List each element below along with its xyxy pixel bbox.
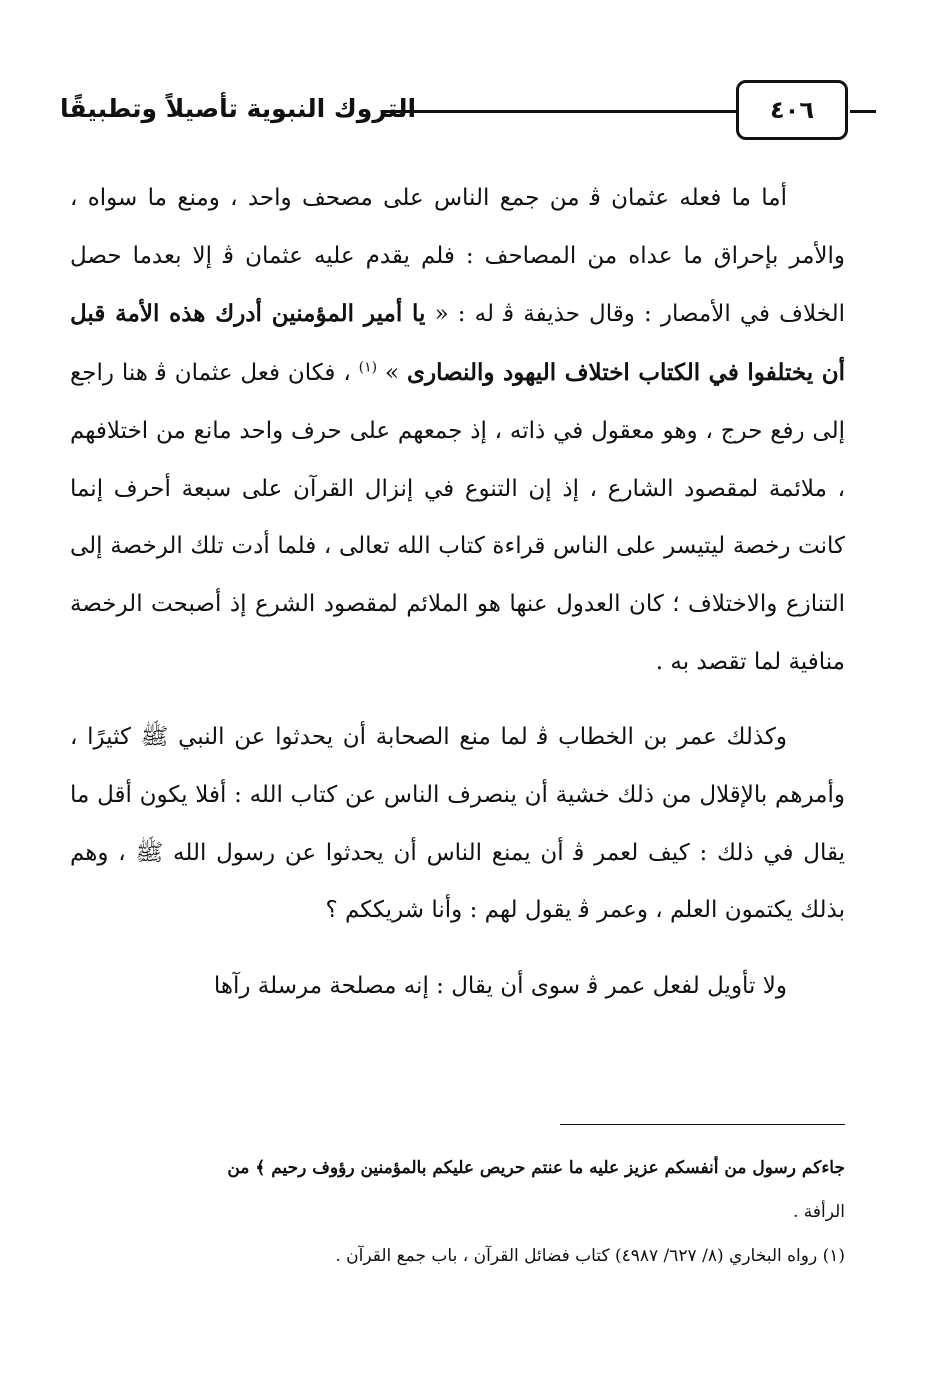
page-number: ٤٠٦ <box>770 96 814 124</box>
paragraph-3: ولا تأويل لفعل عمر ﭬ سوى أن يقال : إنه مصلحة مرسلة رآها <box>213 973 787 1000</box>
paragraph-1 <box>70 170 845 691</box>
running-title: التروك النبوية تأصيلاً وتطبيقًا <box>60 94 417 123</box>
footnote-carryover <box>70 1146 845 1234</box>
footnote-carryover-text: جاءكم رسول من أنفسكم عزيز عليه ما عنتم حريص عليكم بالمؤمنين رؤوف رحيم ﴾ من <box>227 1158 845 1178</box>
paragraph-1-text: أما ما فعله عثمان ﭬ من جمع الناس على مصحف واحد ، ومنع ما سواه ، والأمر بإحراق ما عداه من المصاحف : فلم يقدم عليه عثمان ﭬ إلا بعدما حصل الخلاف في الأمصار : وقال حذيفة ﭬ له : « <box>70 185 845 328</box>
quote-close: » <box>384 360 407 387</box>
footnote-1: (١) رواه البخاري (٨/ ٦٢٧/ ٤٩٨٧) كتاب فضائل القرآن ، باب جمع القرآن . <box>335 1246 845 1266</box>
main-text <box>70 170 845 1016</box>
page-header <box>60 80 850 140</box>
footnote-ref-1[interactable]: (١) <box>358 359 378 376</box>
hadith-quote: يا أمير المؤمنين أدرك هذه الأمة قبل أن يختلفوا في الكتاب اختلاف اليهود والنصارى <box>70 300 845 387</box>
footnote-carryover-end: الرأفة . <box>792 1202 845 1222</box>
footnote-separator <box>560 1124 845 1125</box>
header-rule-right <box>850 110 876 113</box>
paragraph-1-rest: ، فكان فعل عثمان ﭬ هنا راجع إلى رفع حرج ، وهو معقول في ذاته ، إذ جمعهم على حرف واحد مانع من اختلافهم ، ملائمة لمقصود الشارع ، إذ إن التنوع في إنزال القرآن على سبعة أحرف إنما كانت رخصة ليتيسر على الناس قراءة كتاب الله تعالى ، فلما أدت تلك الرخصة إلى التنازع والاختلاف ؛ كان العدول عنها هو الملائم لمقصود الشرع إذ أصبحت الرخصة منافية لما تقصد به . <box>70 360 845 675</box>
paragraph-2: وكذلك عمر بن الخطاب ﭬ لما منع الصحابة أن يحدثوا عن النبي ﷺ كثيرًا ، وأمرهم بالإقلال من ذلك خشية أن ينصرف الناس عن كتاب الله : أفلا يكون أقل ما يقال في ذلك : كيف لعمر ﭬ أن يمنع الناس أن يحدثوا عن رسول الله ﷺ ، وهم بذلك يكتمون العلم ، وعمر ﭬ يقول لهم : وأنا شريككم ؟ <box>70 724 845 924</box>
page-number-frame <box>736 80 848 140</box>
footnotes <box>70 1146 845 1278</box>
